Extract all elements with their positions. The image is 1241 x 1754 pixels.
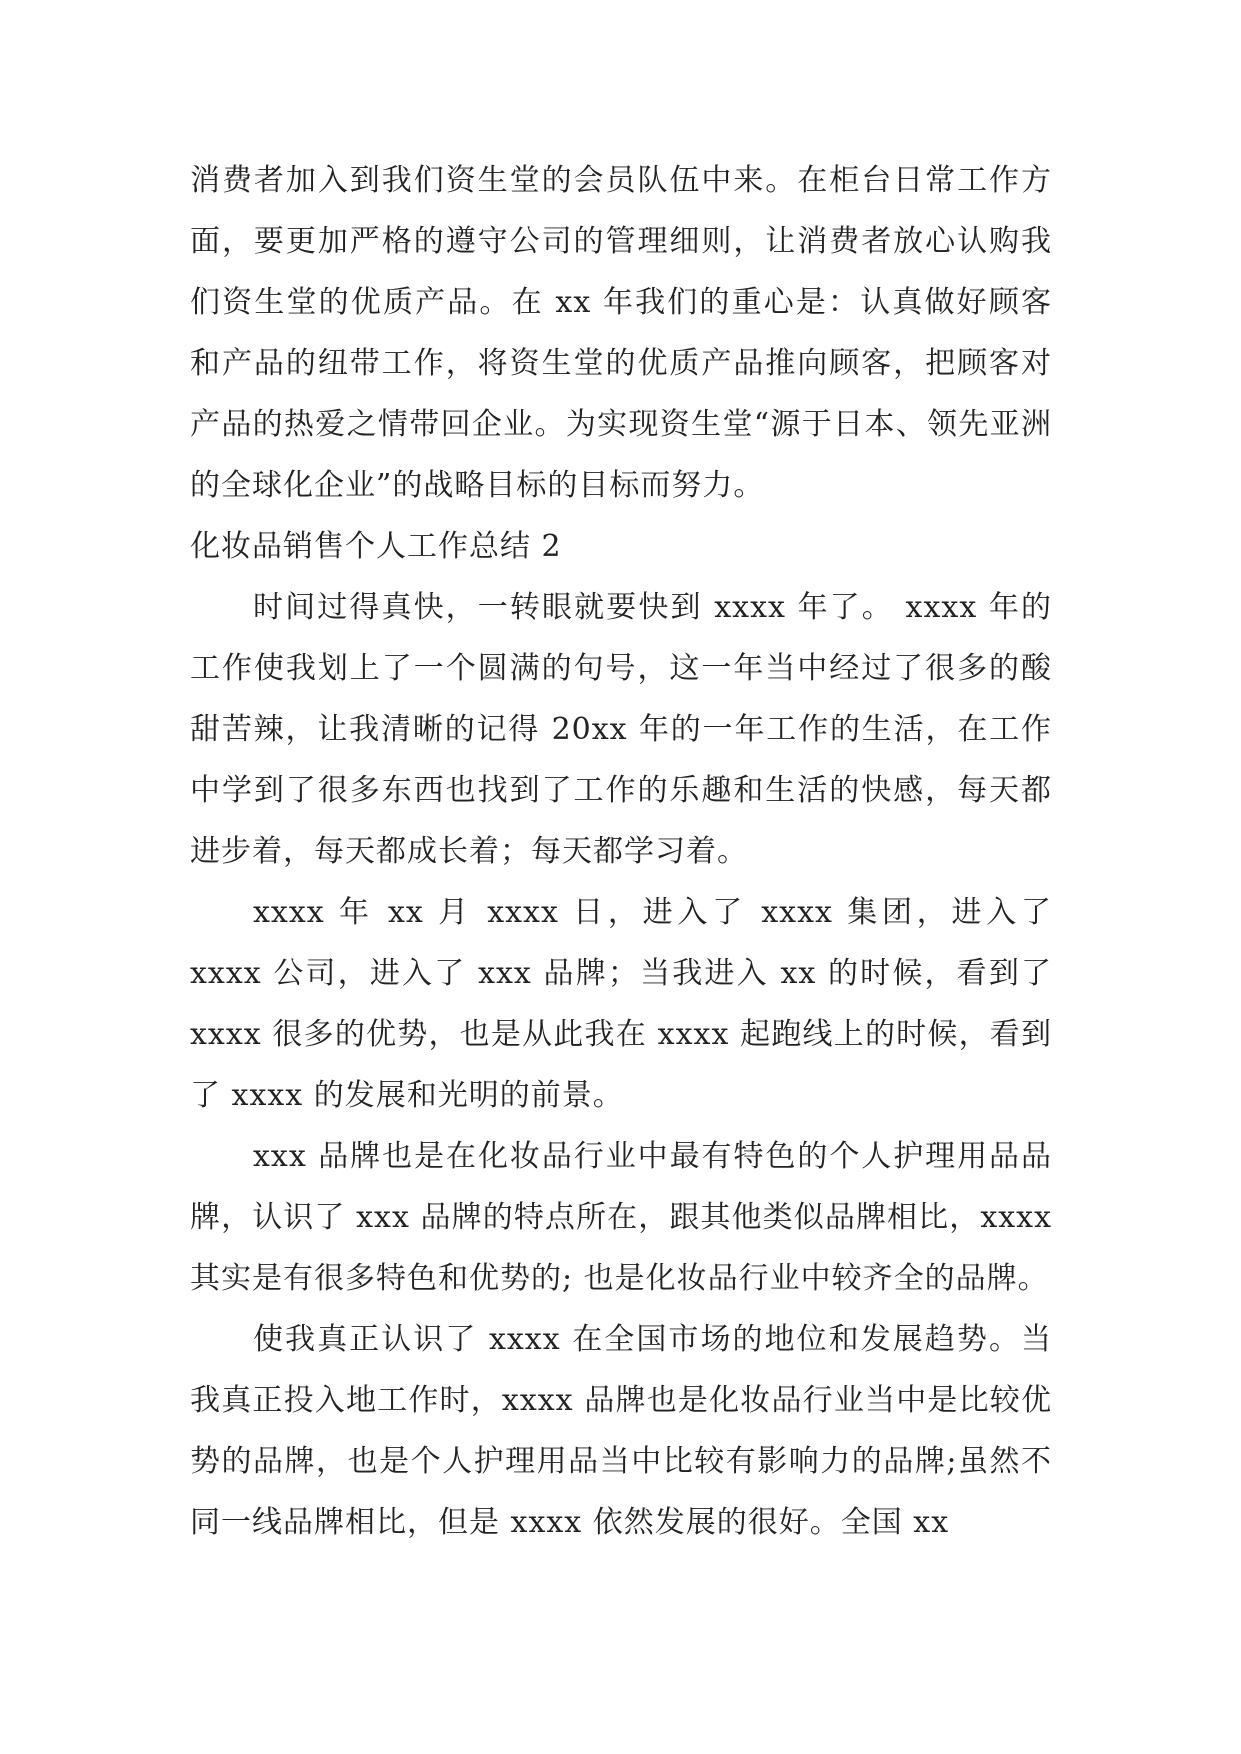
paragraph-brand-features: xxx 品牌也是在化妆品行业中最有特色的个人护理用品品牌，认识了 xxx 品牌的特点所在，跟其他类似品牌相比，xxxx 其实是有很多特色和优势的; 也是化妆品行业中较齐全的品牌。	[190, 1139, 1052, 1296]
document-body	[190, 150, 1052, 1553]
paragraph-joining-company: xxxx 年 xx 月 xxxx 日，进入了 xxxx 集团，进入了 xxxx 公司，进入了 xxx 品牌；当我进入 xx 的时候，看到了 xxxx 很多的优势，也是从此我在 xxxx 起跑线上的时候，看到了 xxxx 的发展和光明的前景。	[190, 895, 1052, 1113]
section-heading: 化妆品销售个人工作总结 2	[190, 529, 562, 564]
paragraph-year-review: 时间过得真快，一转眼就要快到 xxxx 年了。 xxxx 年的工作使我划上了一个圆满的句号，这一年当中经过了很多的酸甜苦辣，让我清晰的记得 20xx 年的一年工作的生活，在工作中学到了很多东西也找到了工作的乐趣和生活的快感，每天都进步着，每天都成长着；每天都学习着。	[190, 590, 1052, 869]
paragraph-market-position: 使我真正认识了 xxxx 在全国市场的地位和发展趋势。当我真正投入地工作时，xxxx 品牌也是化妆品行业当中是比较优势的品牌，也是个人护理用品当中比较有影响力的品牌;虽然不同一线品牌相比，但是 xxxx 依然发展的很好。全国 xx	[190, 1322, 1052, 1540]
paragraph-intro-continuation: 消费者加入到我们资生堂的会员队伍中来。在柜台日常工作方面，要更加严格的遵守公司的管理细则，让消费者放心认购我们资生堂的优质产品。在 xx 年我们的重心是：认真做好顾客和产品的纽带工作，将资生堂的优质产品推向顾客，把顾客对产品的热爱之情带回企业。为实现资生堂“源于日本、领先亚洲的全球化企业”的战略目标的目标而努力。	[190, 163, 1052, 503]
